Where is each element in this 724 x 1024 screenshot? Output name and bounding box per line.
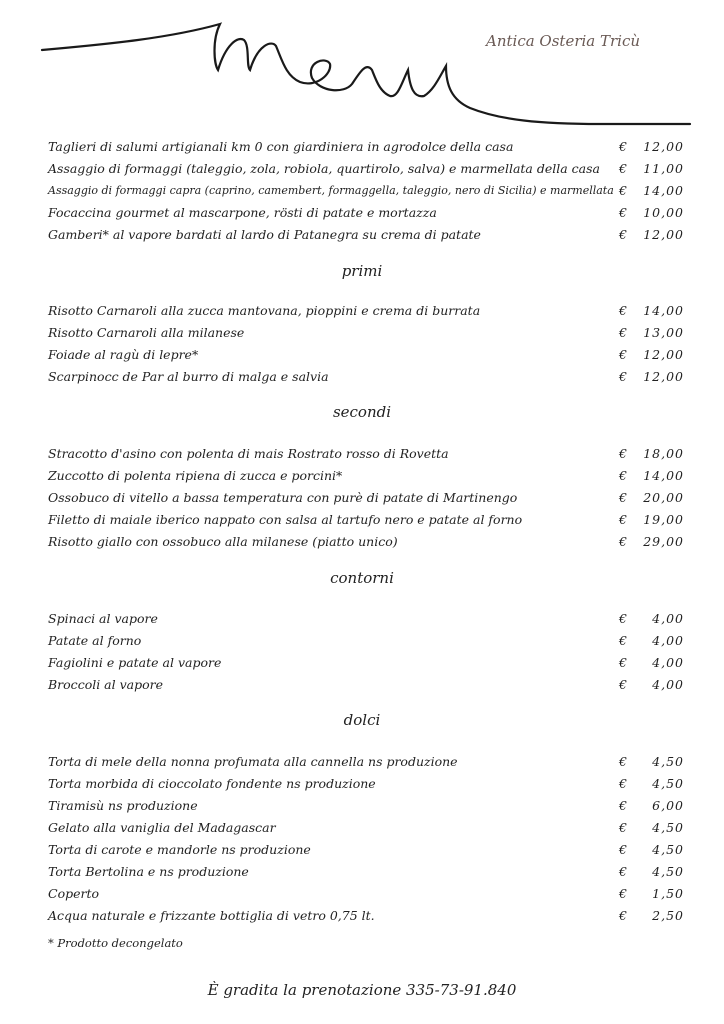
item-name: Risotto giallo con ossobuco alla milanese (piatto unico) (48, 534, 398, 549)
item-price: 14,00 (643, 468, 684, 483)
currency-symbol: € (619, 325, 627, 340)
menu-item (48, 300, 688, 322)
menu-item (48, 839, 688, 861)
currency-symbol: € (619, 754, 627, 769)
item-price: 12,00 (643, 227, 684, 242)
currency-symbol: € (619, 776, 627, 791)
item-name: Patate al forno (48, 633, 142, 648)
currency-symbol: € (619, 446, 627, 461)
item-price: 4,50 (652, 776, 684, 791)
section-heading: contorni (330, 569, 394, 587)
item-name: Focaccina gourmet al mascarpone, rösti di patate e mortazza (48, 205, 437, 220)
section-heading: dolci (343, 711, 381, 729)
currency-symbol: € (619, 908, 627, 923)
item-price: 4,50 (652, 842, 684, 857)
item-price: 14,00 (643, 303, 684, 318)
currency-symbol: € (619, 677, 627, 692)
menu-item (48, 202, 688, 224)
item-name: Scarpinocc de Par al burro di malga e salvia (48, 369, 329, 384)
menu-item (48, 883, 688, 905)
currency-symbol: € (619, 655, 627, 670)
item-name: Risotto Carnaroli alla zucca mantovana, pioppini e crema di burrata (48, 303, 481, 318)
menu-logo (0, 0, 724, 140)
item-price: 4,50 (652, 754, 684, 769)
menu-item (48, 652, 688, 674)
item-name: Gamberi* al vapore bardati al lardo di Patanegra su crema di patate (48, 227, 481, 242)
item-price: 4,00 (652, 677, 684, 692)
menu-item (48, 443, 688, 465)
item-price: 4,50 (652, 864, 684, 879)
section-heading: primi (341, 262, 383, 280)
currency-symbol: € (619, 139, 627, 154)
menu-item (48, 224, 688, 246)
item-name: Torta Bertolina e ns produzione (48, 864, 249, 879)
item-price: 4,50 (652, 820, 684, 835)
currency-symbol: € (619, 303, 627, 318)
item-price: 12,00 (643, 139, 684, 154)
currency-symbol: € (619, 468, 627, 483)
menu-item (48, 180, 688, 202)
item-name: Assaggio di formaggi (taleggio, zola, robiola, quartirolo, salva) e marmellata della casa (48, 161, 600, 176)
item-price: 6,00 (652, 798, 684, 813)
item-name: Coperto (48, 886, 100, 901)
menu-item (48, 136, 688, 158)
currency-symbol: € (619, 886, 627, 901)
currency-symbol: € (619, 369, 627, 384)
item-price: 2,50 (652, 908, 684, 923)
section-heading: secondi (332, 403, 392, 421)
currency-symbol: € (619, 205, 627, 220)
menu-item (48, 366, 688, 388)
menu-item (48, 630, 688, 652)
currency-symbol: € (619, 798, 627, 813)
item-name: Torta morbida di cioccolato fondente ns produzione (48, 776, 376, 791)
menu-item (48, 817, 688, 839)
item-price: 29,00 (643, 534, 684, 549)
item-price: 4,00 (652, 611, 684, 626)
menu-item (48, 158, 688, 180)
item-name: Ossobuco di vitello a bassa temperatura con purè di patate di Martinengo (48, 490, 518, 505)
footnote: * Prodotto decongelato (48, 936, 183, 950)
menu-item (48, 344, 688, 366)
item-price: 20,00 (643, 490, 684, 505)
menu-item (48, 674, 688, 696)
item-price: 13,00 (643, 325, 684, 340)
menu-item (48, 509, 688, 531)
item-name: Gelato alla vaniglia del Madagascar (48, 820, 276, 835)
item-name: Foiade al ragù di lepre* (48, 347, 199, 362)
menu-item (48, 487, 688, 509)
item-price: 12,00 (643, 369, 684, 384)
reservation-note: È gradita la prenotazione 335-73-91.840 (207, 981, 517, 999)
currency-symbol: € (619, 183, 627, 198)
menu-item (48, 531, 688, 553)
menu-item (48, 608, 688, 630)
item-price: 10,00 (643, 205, 684, 220)
item-name: Taglieri di salumi artigianali km 0 con giardiniera in agrodolce della casa (48, 139, 514, 154)
currency-symbol: € (619, 864, 627, 879)
menu-item (48, 465, 688, 487)
item-name: Stracotto d'asino con polenta di mais Rostrato rosso di Rovetta (48, 446, 449, 461)
menu-item (48, 322, 688, 344)
item-name: Spinaci al vapore (48, 611, 158, 626)
item-name: Assaggio di formaggi capra (caprino, camembert, formaggella, taleggio, nero di Sicilia) e marmellata (48, 184, 614, 197)
menu-item (48, 773, 688, 795)
item-price: 19,00 (643, 512, 684, 527)
item-name: Fagiolini e patate al vapore (48, 655, 222, 670)
item-name: Broccoli al vapore (48, 677, 164, 692)
restaurant-name: Antica Osteria Tricù (486, 32, 641, 50)
menu-item (48, 751, 688, 773)
currency-symbol: € (619, 512, 627, 527)
item-name: Zuccotto di polenta ripiena di zucca e porcini* (48, 468, 343, 483)
item-name: Torta di carote e mandorle ns produzione (48, 842, 311, 857)
item-name: Torta di mele della nonna profumata alla cannella ns produzione (48, 754, 458, 769)
item-name: Filetto di maiale iberico nappato con salsa al tartufo nero e patate al forno (48, 512, 523, 527)
menu-item (48, 905, 688, 927)
menu-item (48, 795, 688, 817)
item-price: 14,00 (643, 183, 684, 198)
item-price: 4,00 (652, 655, 684, 670)
currency-symbol: € (619, 820, 627, 835)
currency-symbol: € (619, 490, 627, 505)
menu-item (48, 861, 688, 883)
item-name: Tiramisù ns produzione (48, 798, 198, 813)
item-price: 1,50 (652, 886, 684, 901)
item-name: Risotto Carnaroli alla milanese (48, 325, 245, 340)
item-price: 11,00 (643, 161, 684, 176)
currency-symbol: € (619, 611, 627, 626)
item-price: 4,00 (652, 633, 684, 648)
item-name: Acqua naturale e frizzante bottiglia di vetro 0,75 lt. (48, 908, 375, 923)
currency-symbol: € (619, 161, 627, 176)
item-price: 18,00 (643, 446, 684, 461)
item-price: 12,00 (643, 347, 684, 362)
currency-symbol: € (619, 534, 627, 549)
currency-symbol: € (619, 633, 627, 648)
currency-symbol: € (619, 227, 627, 242)
currency-symbol: € (619, 347, 627, 362)
currency-symbol: € (619, 842, 627, 857)
